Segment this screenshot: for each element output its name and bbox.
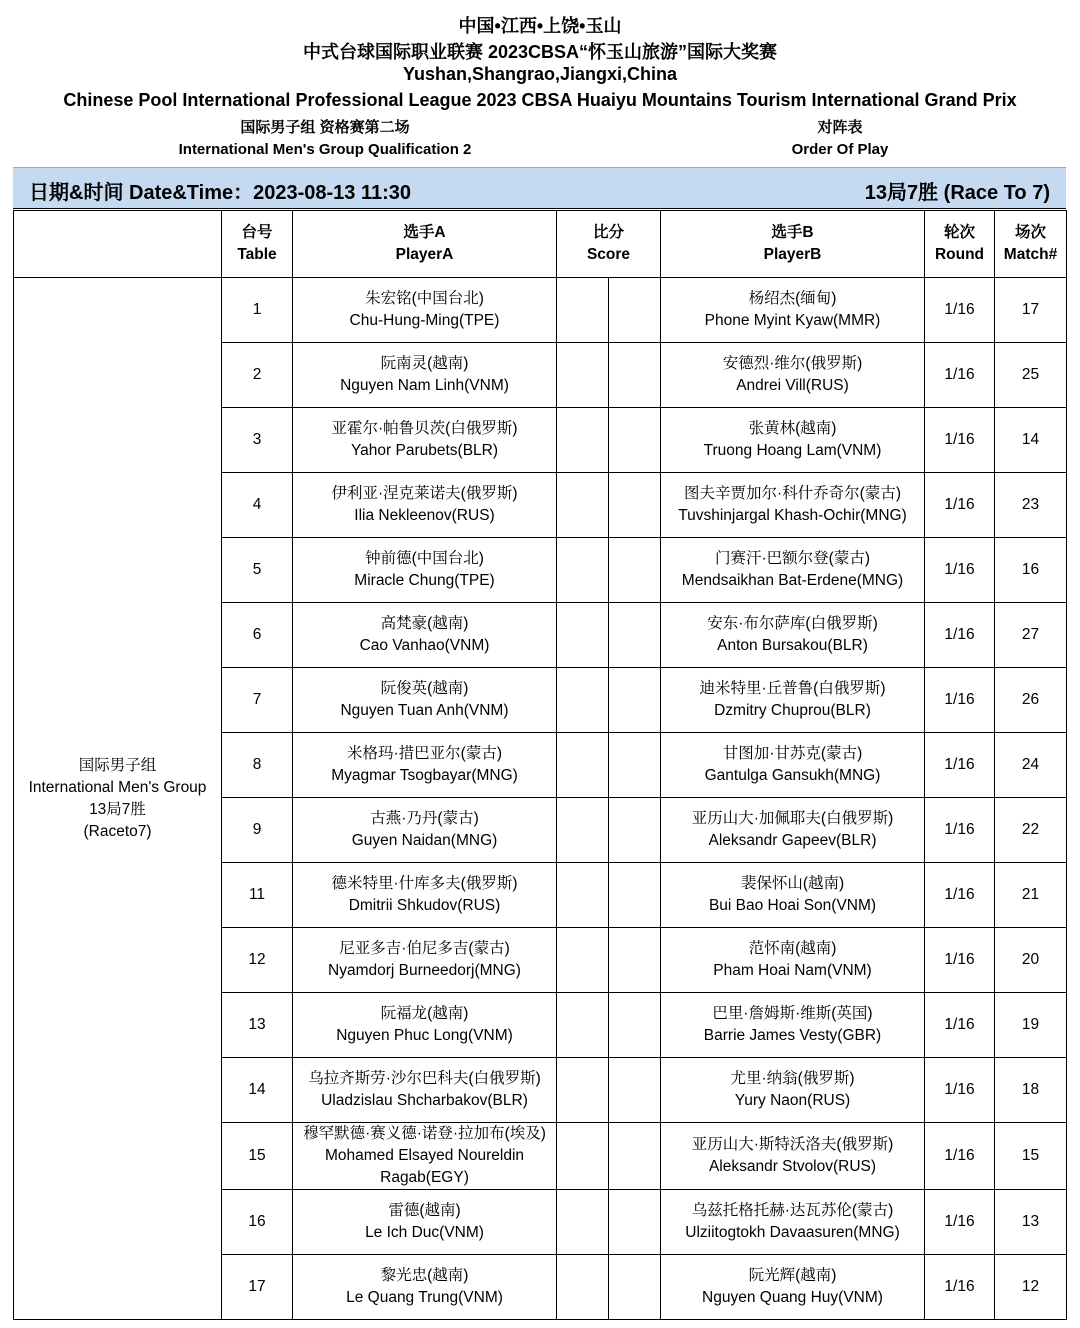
score-b-cell: [609, 993, 661, 1058]
player-b-name-en: Mendsaikhan Bat-Erdene(MNG): [681, 572, 904, 589]
player-a-name-en: Chu-Hung-Ming(TPE): [349, 312, 500, 329]
player-b-name-en: Anton Bursakou(BLR): [717, 637, 868, 654]
player-a-cell: [293, 278, 557, 343]
table-number-cell: 14: [222, 1058, 293, 1123]
player-a-name-cn: 黎光忠(越南): [380, 1267, 469, 1284]
player-a-name-en: Yahor Parubets(BLR): [350, 442, 499, 459]
datetime-band: [13, 167, 1066, 209]
header-table: 台号 Table: [222, 211, 293, 278]
player-b-cell: [661, 408, 925, 473]
table-number-cell: 11: [222, 863, 293, 928]
order-title-cn: 对阵表: [817, 119, 863, 136]
score-b-cell: [609, 733, 661, 798]
player-b-cell: [661, 733, 925, 798]
player-a-cell: [293, 473, 557, 538]
score-b-cell: [609, 408, 661, 473]
order-of-play-table: [13, 210, 1067, 1320]
player-b-cell: [661, 1123, 925, 1190]
player-b-cell: [661, 1058, 925, 1123]
player-b-cell: [661, 928, 925, 993]
round-cell: 1/16: [925, 863, 995, 928]
player-a-name-en: Ilia Nekleenov(RUS): [354, 507, 495, 524]
table-number-cell: 5: [222, 538, 293, 603]
table-number-cell: 1: [222, 278, 293, 343]
player-b-name-en: Phone Myint Kyaw(MMR): [704, 312, 881, 329]
player-a-cell: [293, 603, 557, 668]
player-b-name-cn: 范怀南(越南): [748, 940, 837, 957]
player-a-name-cn: 古燕·乃丹(蒙古): [370, 810, 479, 827]
player-b-name-en: Dzmitry Chuprou(BLR): [714, 702, 871, 719]
player-b-name-en: Pham Hoai Nam(VNM): [713, 962, 872, 979]
player-a-name-en: Nyamdorj Burneedorj(MNG): [328, 962, 521, 979]
player-a-name-cn: 朱宏铭(中国台北): [365, 290, 484, 307]
player-a-name-cn: 雷德(越南): [388, 1202, 461, 1219]
player-b-name-en: Bui Bao Hoai Son(VNM): [708, 897, 877, 914]
round-cell: 1/16: [925, 278, 995, 343]
player-b-name-en: Barrie James Vesty(GBR): [703, 1027, 882, 1044]
match-number-cell: 23: [995, 473, 1067, 538]
header-player-a: 选手A PlayerA: [293, 211, 557, 278]
player-b-cell: [661, 863, 925, 928]
header-player-b: 选手B PlayerB: [661, 211, 925, 278]
datetime-text: 日期&时间 Date&Time：2023-08-13 11:30: [29, 182, 412, 204]
table-number-cell: 8: [222, 733, 293, 798]
match-number-cell: 16: [995, 538, 1067, 603]
round-cell: 1/16: [925, 408, 995, 473]
player-a-name-en: Guyen Naidan(MNG): [351, 832, 498, 849]
table-number-cell: 2: [222, 343, 293, 408]
score-a-cell: [557, 798, 609, 863]
player-a-name-cn: 阮俊英(越南): [380, 680, 469, 697]
player-b-name-cn: 图夫辛贾加尔·科什乔奇尔(蒙古): [684, 485, 901, 502]
table-number-cell: 7: [222, 668, 293, 733]
player-a-cell: [293, 538, 557, 603]
player-b-name-cn: 裴保怀山(越南): [740, 875, 845, 892]
player-a-cell: [293, 863, 557, 928]
player-b-name-cn: 尤里·纳翁(俄罗斯): [730, 1070, 855, 1087]
match-number-cell: 17: [995, 278, 1067, 343]
score-b-cell: [609, 343, 661, 408]
player-b-cell: [661, 343, 925, 408]
player-b-name-cn: 迪米特里·丘普鲁(白俄罗斯): [699, 680, 886, 697]
round-cell: 1/16: [925, 473, 995, 538]
player-b-name-en: Andrei Vill(RUS): [736, 377, 849, 394]
table-number-cell: 17: [222, 1255, 293, 1320]
table-number-cell: 4: [222, 473, 293, 538]
player-b-cell: [661, 473, 925, 538]
player-b-name-en: Gantulga Gansukh(MNG): [704, 767, 881, 784]
player-b-name-en: Nguyen Quang Huy(VNM): [702, 1289, 883, 1306]
table-number-cell: 15: [222, 1123, 293, 1190]
table-header-row: [14, 211, 1067, 278]
match-number-cell: 13: [995, 1190, 1067, 1255]
score-a-cell: [557, 278, 609, 343]
round-cell: 1/16: [925, 1123, 995, 1190]
player-a-cell: [293, 408, 557, 473]
title-location-en: Yushan,Shangrao,Jiangxi,China: [402, 64, 678, 84]
player-a-cell: [293, 798, 557, 863]
player-a-name-en: Myagmar Tsogbayar(MNG): [331, 767, 518, 784]
player-a-cell: [293, 733, 557, 798]
player-b-name-en: Ulziitogtokh Davaasuren(MNG): [685, 1224, 900, 1241]
score-b-cell: [609, 798, 661, 863]
score-b-cell: [609, 1255, 661, 1320]
table-number-cell: 13: [222, 993, 293, 1058]
player-a-name-en: Dmitrii Shkudov(RUS): [348, 897, 501, 914]
match-number-cell: 25: [995, 343, 1067, 408]
round-cell: 1/16: [925, 928, 995, 993]
table-number-cell: 12: [222, 928, 293, 993]
player-b-cell: [661, 603, 925, 668]
player-a-name-cn: 米格玛·措巴亚尔(蒙古): [347, 745, 502, 762]
match-number-cell: 18: [995, 1058, 1067, 1123]
score-b-cell: [609, 1058, 661, 1123]
player-a-cell: 穆罕默德·赛义德·诺登·拉加布(埃及) Mohamed Elsayed Noureldin Ragab(EGY): [293, 1123, 557, 1190]
player-b-name-cn: 亚历山大·加佩耶夫(白俄罗斯): [691, 810, 894, 827]
match-number-cell: 12: [995, 1255, 1067, 1320]
player-a-name-cn: 钟前德(中国台北): [365, 550, 484, 567]
player-a-name-cn: 亚霍尔·帕鲁贝茨(白俄罗斯): [331, 420, 518, 437]
player-b-cell: [661, 278, 925, 343]
player-b-cell: [661, 538, 925, 603]
player-a-name-cn: 乌拉齐斯劳·沙尔巴科夫(白俄罗斯): [308, 1070, 541, 1087]
player-a-name-en: Nguyen Nam Linh(VNM): [340, 377, 509, 394]
player-b-name-cn: 张黄林(越南): [748, 420, 837, 437]
player-b-cell: [661, 993, 925, 1058]
round-cell: 1/16: [925, 733, 995, 798]
player-a-name-en: Nguyen Phuc Long(VNM): [336, 1027, 513, 1044]
player-a-name-cn: 尼亚多吉·伯尼多吉(蒙古): [339, 940, 510, 957]
table-number-cell: 3: [222, 408, 293, 473]
score-a-cell: [557, 733, 609, 798]
order-title-en: Order Of Play: [791, 141, 889, 158]
round-cell: 1/16: [925, 1255, 995, 1320]
header-score: 比分 Score: [557, 211, 661, 278]
player-b-cell: [661, 1255, 925, 1320]
player-a-cell: [293, 928, 557, 993]
group-title-cn: 国际男子组 资格赛第二场: [240, 119, 410, 136]
player-b-name-en: Yury Naon(RUS): [734, 1092, 851, 1109]
match-number-cell: 26: [995, 668, 1067, 733]
match-number-cell: 24: [995, 733, 1067, 798]
title-event-cn: 中式台球国际职业联赛 2023CBSA“怀玉山旅游”国际大奖赛: [302, 42, 778, 62]
player-a-name-en: Miracle Chung(TPE): [354, 572, 495, 589]
player-a-name-cn: 伊利亚·涅克莱诺夫(俄罗斯): [331, 485, 518, 502]
match-number-cell: 19: [995, 993, 1067, 1058]
round-cell: 1/16: [925, 993, 995, 1058]
player-b-name-en: Aleksandr Stvolov(RUS): [708, 1158, 877, 1175]
score-a-cell: [557, 928, 609, 993]
match-number-cell: 20: [995, 928, 1067, 993]
score-b-cell: [609, 668, 661, 733]
score-a-cell: [557, 408, 609, 473]
round-cell: 1/16: [925, 798, 995, 863]
round-cell: 1/16: [925, 1190, 995, 1255]
group-title-en: International Men's Group Qualification 2: [178, 141, 472, 158]
player-a-cell: [293, 343, 557, 408]
score-a-cell: [557, 1190, 609, 1255]
player-b-name-en: Tuvshinjargal Khash-Ochir(MNG): [678, 507, 907, 524]
score-a-cell: [557, 538, 609, 603]
player-a-name-en: Nguyen Tuan Anh(VNM): [340, 702, 509, 719]
player-b-name-cn: 巴里·詹姆斯·维斯(英国): [712, 1005, 873, 1022]
player-a-name-cn: 穆罕默德·赛义德·诺登·拉加布(埃及): [303, 1125, 546, 1142]
round-cell: 1/16: [925, 343, 995, 408]
player-a-cell: [293, 1255, 557, 1320]
score-a-cell: [557, 1255, 609, 1320]
match-number-cell: 14: [995, 408, 1067, 473]
score-b-cell: [609, 473, 661, 538]
player-a-name-en: Le Ich Duc(VNM): [365, 1224, 484, 1241]
table-number-cell: 16: [222, 1190, 293, 1255]
round-cell: 1/16: [925, 1058, 995, 1123]
match-number-cell: 21: [995, 863, 1067, 928]
match-number-cell: 22: [995, 798, 1067, 863]
player-b-cell: [661, 798, 925, 863]
table-number-cell: 9: [222, 798, 293, 863]
header-blank: [14, 211, 222, 278]
player-a-cell: [293, 993, 557, 1058]
score-a-cell: [557, 863, 609, 928]
score-a-cell: [557, 993, 609, 1058]
player-b-name-cn: 门赛汗·巴额尔登(蒙古): [715, 550, 870, 567]
player-a-name-cn: 阮南灵(越南): [380, 355, 469, 372]
player-a-name-en: Uladzislau Shcharbakov(BLR): [321, 1092, 528, 1109]
race-format-text: 13局7胜 (Race To 7): [864, 182, 1050, 204]
player-a-name-en: Mohamed Elsayed Noureldin: [324, 1147, 525, 1164]
player-b-name-cn: 亚历山大·斯特沃洛夫(俄罗斯): [691, 1136, 894, 1153]
player-b-cell: [661, 1190, 925, 1255]
match-number-cell: 15: [995, 1123, 1067, 1190]
round-cell: 1/16: [925, 603, 995, 668]
player-b-name-cn: 阮光辉(越南): [748, 1267, 837, 1284]
score-a-cell: [557, 1123, 609, 1190]
score-a-cell: [557, 473, 609, 538]
score-a-cell: [557, 1058, 609, 1123]
score-b-cell: [609, 603, 661, 668]
score-a-cell: [557, 603, 609, 668]
player-a-cell: [293, 1190, 557, 1255]
round-cell: 1/16: [925, 668, 995, 733]
score-b-cell: [609, 928, 661, 993]
score-b-cell: [609, 863, 661, 928]
player-b-name-en: Truong Hoang Lam(VNM): [703, 442, 882, 459]
player-b-name-cn: 甘图加·甘苏克(蒙古): [722, 745, 863, 762]
header-round: 轮次 Round: [925, 211, 995, 278]
player-b-name-cn: 安东·布尔萨库(白俄罗斯): [707, 615, 878, 632]
header-match: 场次 Match#: [995, 211, 1067, 278]
score-a-cell: [557, 343, 609, 408]
player-b-name-cn: 杨绍杰(缅甸): [748, 290, 837, 307]
player-b-cell: [661, 668, 925, 733]
score-b-cell: [609, 1190, 661, 1255]
player-a-name-en: Cao Vanhao(VNM): [359, 637, 490, 654]
player-a-name-en: Le Quang Trung(VNM): [346, 1289, 503, 1306]
player-a-cell: [293, 668, 557, 733]
player-b-name-cn: 安德烈·维尔(俄罗斯): [722, 355, 863, 372]
score-a-cell: [557, 668, 609, 733]
score-b-cell: [609, 538, 661, 603]
player-b-name-en: Aleksandr Gapeev(BLR): [708, 832, 877, 849]
title-location-cn: 中国•江西•上饶•玉山: [458, 16, 622, 36]
title-event-en: Chinese Pool International Professional League 2023 CBSA Huaiyu Mountains Tourism International Grand Prix: [63, 90, 1017, 110]
score-b-cell: [609, 1123, 661, 1190]
score-b-cell: [609, 278, 661, 343]
table-row: [14, 278, 1067, 343]
player-b-name-cn: 乌兹托格托赫·达瓦苏伦(蒙古): [691, 1202, 894, 1219]
player-a-name-cn: 高梵豪(越南): [380, 615, 469, 632]
player-a-cell: [293, 1058, 557, 1123]
group-cell: 国际男子组 International Men's Group 13局7胜 (Raceto7): [14, 278, 222, 1320]
player-a-name-cn: 德米特里·什库多夫(俄罗斯): [331, 875, 518, 892]
match-number-cell: 27: [995, 603, 1067, 668]
round-cell: 1/16: [925, 538, 995, 603]
player-a-name-cn: 阮福龙(越南): [380, 1005, 469, 1022]
table-number-cell: 6: [222, 603, 293, 668]
